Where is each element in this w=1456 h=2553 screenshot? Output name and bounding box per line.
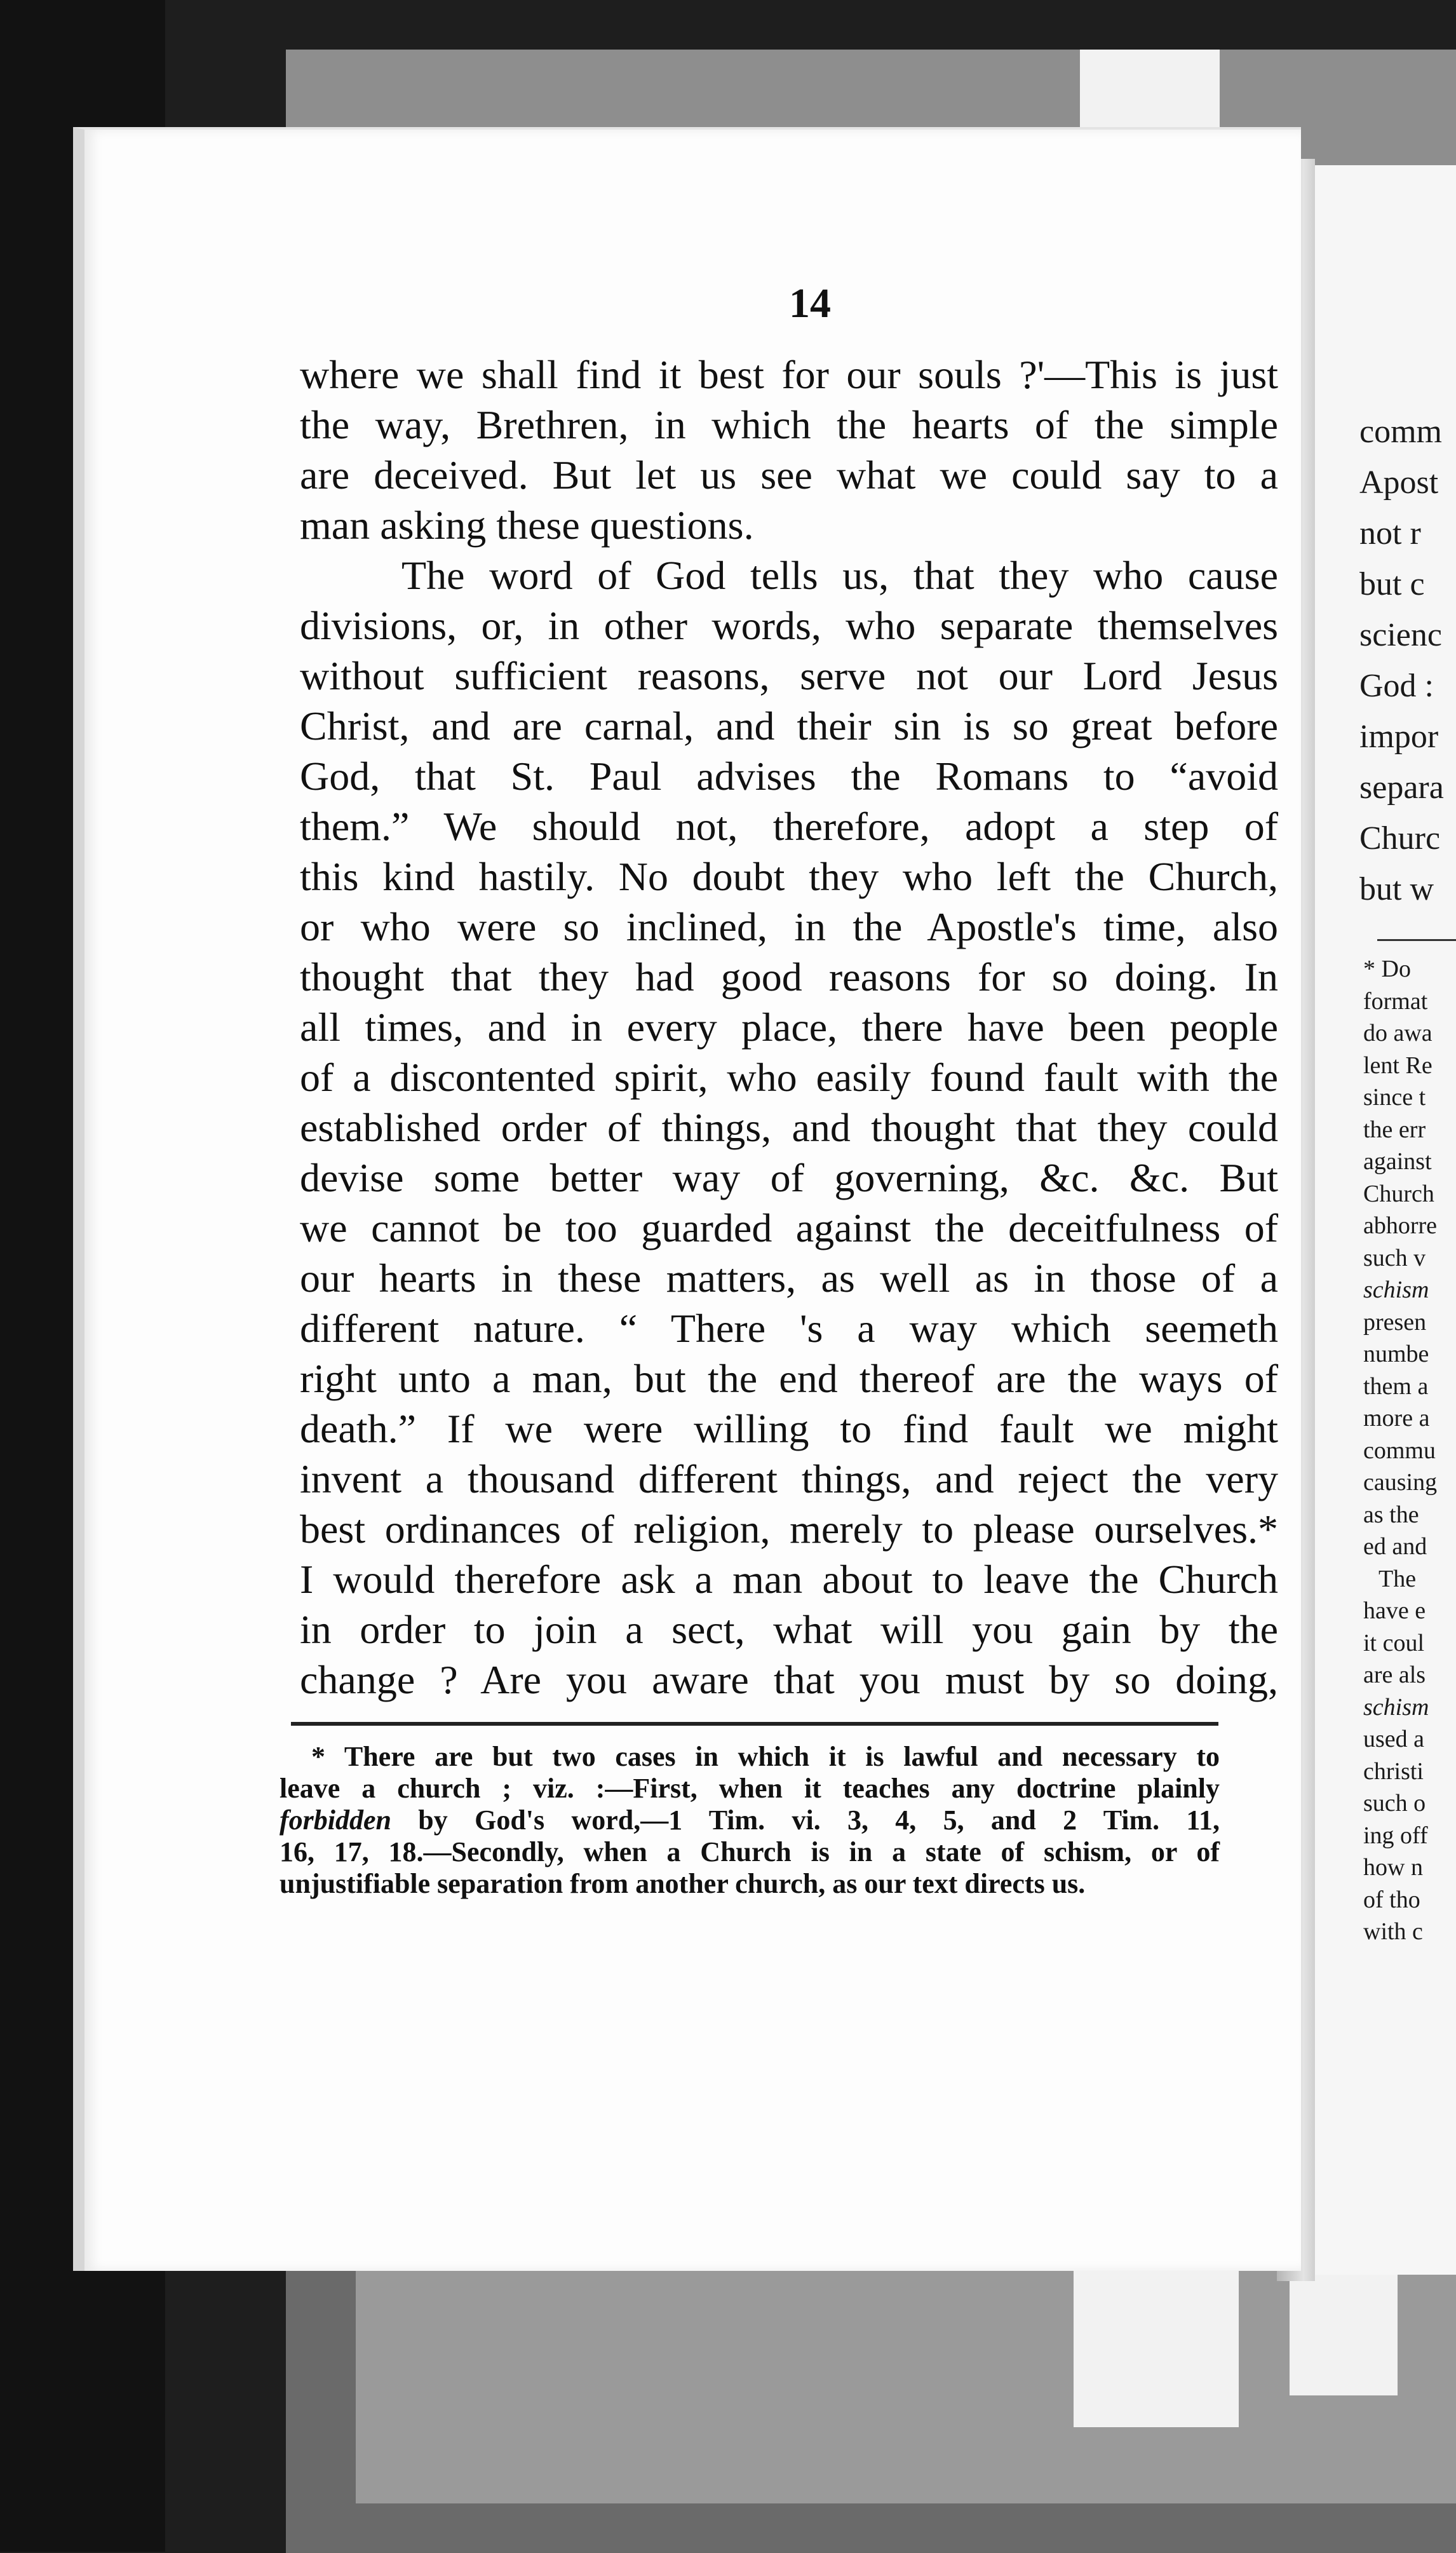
facing-note-line: with c (1363, 1918, 1423, 1945)
facing-note-line: are als (1363, 1662, 1426, 1688)
body-line: best ordinances of religion, merely to please ourselves.* (300, 1507, 1278, 1552)
body-line: death.” If we were willing to find fault we might (300, 1406, 1278, 1451)
body-line: change ? Are you aware that you must by so doing, (300, 1657, 1278, 1702)
body-line: of a discontented spirit, who easily found fault with the (300, 1055, 1278, 1100)
facing-note-line: * Do (1363, 956, 1411, 982)
facing-note-line: such o (1363, 1790, 1426, 1817)
body-line: devise some better way of governing, &c. &c. But (300, 1155, 1278, 1200)
facing-page-notes (1363, 953, 1456, 1948)
body-line: God, that St. Paul advises the Romans to “avoid (300, 754, 1278, 799)
facing-note-line: it coul (1363, 1629, 1425, 1656)
body-line: them.” We should not, therefore, adopt a step of (300, 804, 1278, 849)
facing-page-text (1359, 407, 1456, 915)
body-line: thought that they had good reasons for so doing. In (300, 954, 1278, 999)
footnote-line: * There are but two cases in which it is lawful and necessary to (311, 1741, 1220, 1772)
facing-line: comm (1359, 414, 1442, 450)
facing-note-line: commu (1363, 1437, 1436, 1464)
facing-note-line: used a (1363, 1726, 1425, 1752)
page-number: 14 (789, 280, 831, 327)
facing-note-line: as the (1363, 1501, 1419, 1528)
body-line: this kind hastily. No doubt they who left the Church, (300, 854, 1278, 899)
footnote (280, 1741, 1220, 1900)
facing-footnote-rule (1377, 939, 1456, 941)
facing-note-line: do awa (1363, 1020, 1432, 1046)
facing-line: separa (1359, 769, 1444, 806)
facing-line: not r (1359, 515, 1421, 552)
body-line: Christ, and are carnal, and their sin is so great before (300, 703, 1278, 748)
facing-note-line: such v (1363, 1244, 1426, 1271)
body-line: our hearts in these matters, as well as in those of a (300, 1256, 1278, 1301)
facing-note-line: since t (1363, 1084, 1426, 1111)
footnote-line: leave a church ; viz. :—First, when it teaches any doctrine plainly (280, 1773, 1220, 1804)
facing-note-line: ing off (1363, 1822, 1428, 1849)
facing-note-line: the err (1363, 1116, 1426, 1143)
page-body-text (300, 349, 1278, 1705)
facing-note-line: of tho (1363, 1886, 1420, 1913)
footnote-line (280, 1805, 1220, 1836)
body-line: in order to join a sect, what will you gain by the (300, 1607, 1278, 1652)
facing-note-line: Church (1363, 1180, 1434, 1207)
body-line: all times, and in every place, there have been people (300, 1005, 1278, 1050)
facing-note-line: christi (1363, 1757, 1424, 1785)
paper-tab-bottom-right (1290, 2268, 1398, 2395)
body-line: or who were so inclined, in the Apostle's time, also (300, 904, 1278, 949)
body-line: are deceived. But let us see what we could say to a (300, 452, 1278, 498)
paper-tab-bottom (1074, 2268, 1239, 2427)
body-line: divisions, or, in other words, who separate themselves (300, 603, 1278, 648)
facing-note-line: lent Re (1363, 1052, 1432, 1079)
facing-note-line: The (1378, 1565, 1417, 1592)
body-line: where we shall find it best for our souls ?'—This is just (300, 352, 1278, 397)
body-line: The word of God tells us, that they who cause (401, 553, 1278, 598)
facing-line: impor (1359, 719, 1439, 755)
facing-note-line: schism (1363, 1693, 1429, 1721)
body-line: the way, Brethren, in which the hearts of the simple (300, 402, 1278, 447)
facing-note-line: against (1363, 1148, 1432, 1175)
body-line: established order of things, and thought that they could (300, 1105, 1278, 1150)
facing-note-line: how n (1363, 1854, 1423, 1881)
facing-note-line: causing (1363, 1469, 1438, 1496)
footnote-line: unjustifiable separation from another church, as our text directs us. (280, 1868, 1086, 1899)
facing-line: God : (1359, 668, 1434, 704)
facing-note-line: presen (1363, 1308, 1427, 1336)
footnote-line-rest: by God's word,—1 Tim. vi. 3, 4, 5, and 2 Tim. 11, (391, 1805, 1220, 1836)
facing-line: but c (1359, 566, 1425, 602)
footnote-italic-word: forbidden (280, 1805, 391, 1836)
facing-line: but w (1359, 871, 1434, 907)
facing-note-line: abhorre (1363, 1212, 1438, 1239)
facing-note-line: numbe (1363, 1341, 1429, 1367)
facing-note-line: have e (1363, 1597, 1426, 1624)
facing-line: scienc (1359, 617, 1442, 653)
body-line: without sufficient reasons, serve not our Lord Jesus (300, 653, 1278, 698)
body-line: we cannot be too guarded against the deceitfulness of (300, 1205, 1278, 1250)
facing-note-line: more a (1363, 1405, 1430, 1432)
facing-note-line: them a (1363, 1372, 1429, 1400)
facing-line: Apost (1359, 464, 1439, 501)
facing-note-line: schism (1363, 1276, 1429, 1303)
body-line: different nature. “ There 's a way which seemeth (300, 1306, 1278, 1351)
facing-line: Churc (1359, 820, 1441, 857)
body-line: man asking these questions. (300, 503, 754, 548)
body-line: invent a thousand different things, and reject the very (300, 1456, 1278, 1501)
facing-note-line: format (1363, 987, 1428, 1015)
footnote-rule (291, 1722, 1218, 1726)
body-line: right unto a man, but the end thereof are the ways of (300, 1356, 1278, 1401)
facing-note-line: ed and (1363, 1533, 1427, 1560)
body-line: I would therefore ask a man about to leave the Church (300, 1557, 1278, 1602)
footnote-line: 16, 17, 18.—Secondly, when a Church is in a state of schism, or of (280, 1836, 1220, 1867)
